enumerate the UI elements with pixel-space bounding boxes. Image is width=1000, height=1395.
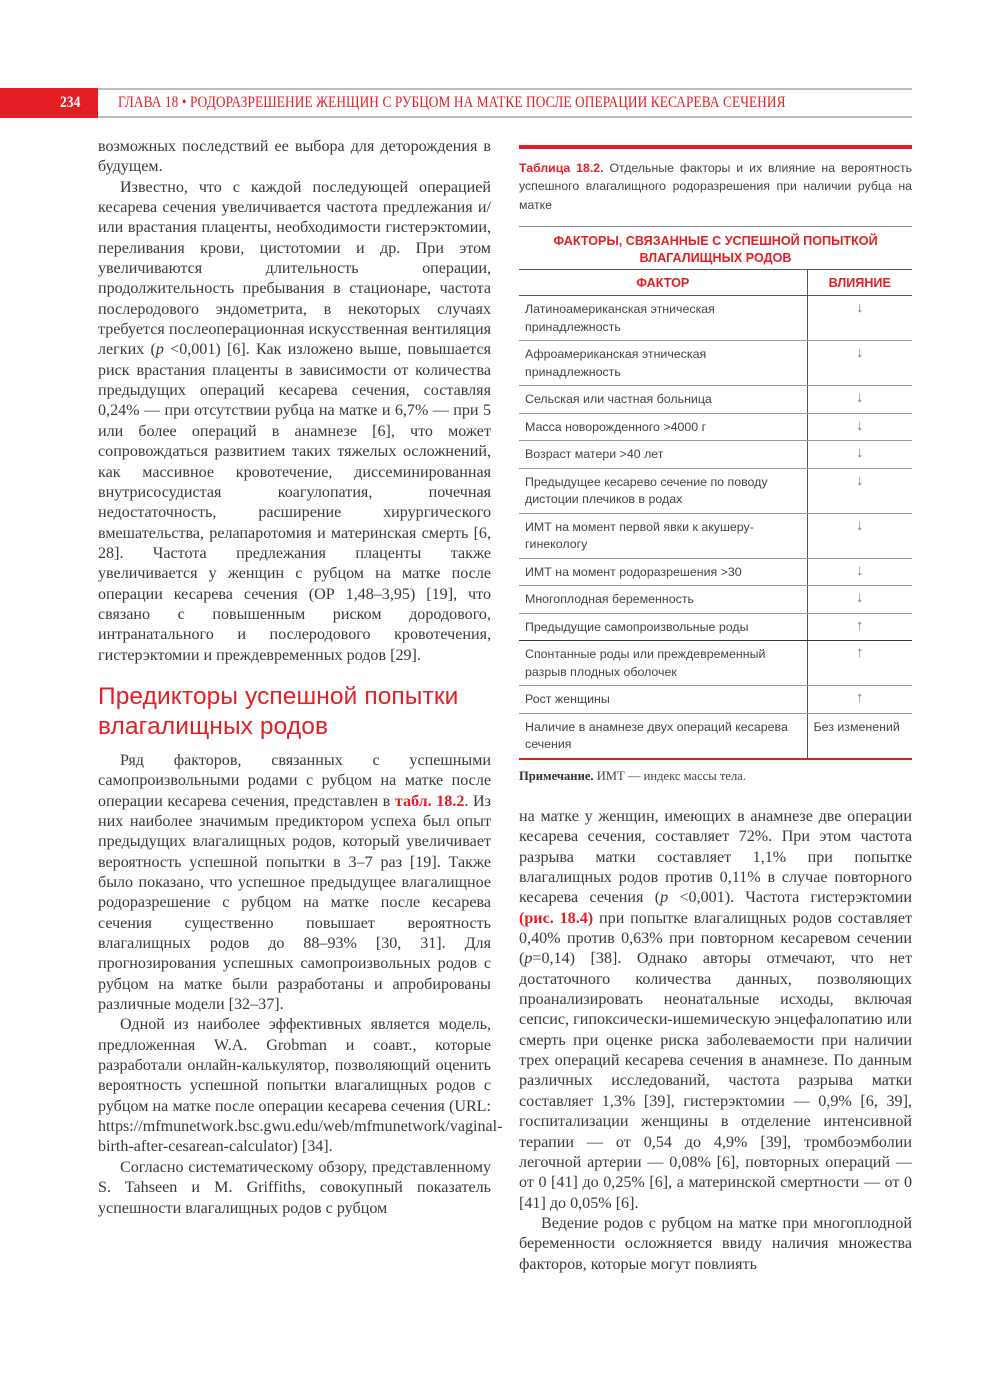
arrow-up-icon: ↑	[807, 613, 912, 641]
left-column	[98, 137, 503, 1219]
chapter-title: ГЛАВА 18 • РОДОРАЗРЕШЕНИЕ ЖЕНЩИН С РУБЦОМ НА МАТКЕ ПОСЛЕ ОПЕРАЦИИ КЕСАРЕВА СЕЧЕНИЯ	[118, 94, 786, 111]
table-row: Многоплодная беременность ↓	[519, 586, 912, 614]
arrow-up-icon: ↑	[807, 641, 912, 686]
table-super-header: ФАКТОРЫ, СВЯЗАННЫЕ С УСПЕШНОЙ ПОПЫТКОЙ ВЛАГАЛИЩНЫХ РОДОВ	[519, 227, 912, 270]
table-row: Наличие в анамнезе двух операций кесарева сечения Без изменений	[519, 713, 912, 759]
table-row: Спонтанные роды или преждевременный разрыв плодных оболочек ↑	[519, 641, 912, 686]
running-header	[0, 88, 912, 118]
right-column	[519, 807, 912, 1275]
arrow-down-icon: ↓	[807, 341, 912, 386]
table-row: ИМТ на момент первой явки к акушеру-гинекологу ↓	[519, 513, 912, 558]
paragraph: Одной из наиболее эффективных является модель, предложенная W.A. Grobman и соавт., которые разработали онлайн-калькулятор, позволяющий оценить вероятность успешной попытки влагалищных родов с рубцом на матке после операции кесарева сечения (URL: https://mfmunetwork.bsc.gwu.edu/web/mfmunetwork/vaginal-birth-after-cesarean-calculator) [34].	[98, 1016, 503, 1156]
paragraph: Известно, что с каждой последующей операцией кесарева сечения увеличивается частота предлежания и/или врастания плаценты, необходимости гистерэктомии, переливания крови, цистотомии и др. При этом увеличиваются длительность операции, продолжительность пребывания в стационаре, частота послеродового эндометрита, в некоторых случаях требуется послеоперационная искусственная вентиляция легких (p <0,001) [6]. Как изложено выше, повышается риск врастания плаценты в зависимости от количества предыдущих операций кесарева сечения, составляя 0,24% — при отсутствии рубца на матке и 6,7% — при 5 или более операций в анамнезе [6], что может сопровождаться развитием таких тяжелых осложнений, как массивное кровотечение, диссеминированная внутрисосудистая коагулопатия, почечная недостаточность, расширение хирургического вмешательства, релапаротомия и материнская смерть [6, 28]. Частота предлежания плаценты также увеличивается у женщин с рубцом на матке после операции кесарева сечения (ОР 1,48–3,95) [19], что связано с повышенным риском дородового, интранатального и послеродового кровотечения, гистерэктомии и преждевременных родов [29].	[98, 178, 491, 664]
page-number: 234	[60, 94, 81, 111]
arrow-down-icon: ↓	[807, 558, 912, 586]
column-header-effect: ВЛИЯНИЕ	[807, 270, 912, 296]
table-row: Латиноамериканская этническая принадлежность ↓	[519, 296, 912, 341]
table-row: Предыдущее кесарево сечение по поводу дистоции плечиков в родах ↓	[519, 468, 912, 513]
table-row: Афроамериканская этническая принадлежность ↓	[519, 341, 912, 386]
arrow-down-icon: ↓	[807, 386, 912, 414]
table-row: ИМТ на момент родоразрешения >30 ↓	[519, 558, 912, 586]
arrow-down-icon: ↓	[807, 586, 912, 614]
section-heading: Предикторы успешной попытки влагалищных родов	[98, 682, 459, 740]
arrow-down-icon: ↓	[807, 413, 912, 441]
figure-reference-link[interactable]: (рис. 18.4)	[519, 909, 594, 927]
table-18-2	[519, 145, 912, 784]
arrow-up-icon: ↑	[807, 686, 912, 714]
table-top-rule	[519, 145, 912, 149]
table-wrapper	[519, 226, 912, 760]
paragraph: Согласно систематическому обзору, представленному S. Tahseen и M. Griffiths, совокупный показатель успешности влагалищных родов с рубцом	[98, 1158, 491, 1217]
table-reference-link[interactable]: табл. 18.2	[394, 792, 465, 810]
table-caption: Таблица 18.2. Отдельные факторы и их влияние на вероятность успешного влагалищного родоразрешения при наличии рубца на матке	[519, 161, 912, 212]
paragraph: возможных последствий ее выбора для деторождения в будущем.	[98, 138, 491, 176]
column-header-factor: ФАКТОР	[519, 270, 807, 296]
arrow-down-icon: ↓	[807, 296, 912, 341]
arrow-down-icon: ↓	[807, 513, 912, 558]
table-row: Рост женщины ↑	[519, 686, 912, 714]
arrow-down-icon: ↓	[807, 441, 912, 469]
table-row: Сельская или частная больница ↓	[519, 386, 912, 414]
paragraph: Ведение родов с рубцом на матке при многоплодной беременности осложняется ввиду наличия множества факторов, которые могут повлиять	[519, 1214, 912, 1273]
paragraph: Ряд факторов, связанных с успешными самопроизвольными родами с рубцом на матке после операции кесарева сечения, представлен в табл. 18.2. Из них наиболее значимым предиктором успеха был опыт предыдущих влагалищных родов, который увеличивает вероятность успешной попытки в 3–7 раз [19]. Также было показано, что успешное предыдущее влагалищное родоразрешение с рубцом на матке после кесарева сечения существенно повышает вероятность влагалищных родов до 88–93% [30, 31]. Для прогнозирования успешных самопроизвольных родов с рубцом на матке были разработаны и апробированы различные модели [32–37].	[98, 751, 491, 1014]
table-row: Масса новорожденного >4000 г ↓	[519, 413, 912, 441]
effect-text: Без изменений	[807, 713, 912, 759]
paragraph: на матке у женщин, имеющих в анамнезе две операции кесарева сечения, составляет 72%. При этом частота разрыва матки составляет 1,1% при попытке влагалищных родов против 0,11% в случае повторного кесарева сечения (p <0,001). Частота гистерэктомии (рис. 18.4) при попытке влагалищных родов составляет 0,40% против 0,63% при повторном кесаревом сечении (p=0,14) [38]. Однако авторы отмечают, что нет достаточного количества данных, позволяющих проанализировать неонатальные исходы, включая сепсис, гипоксически-ишемическую энцефалопатию или смерть при оценке риска заболеваемости при наличии трех операций кесарева сечения в анамнезе. По данным различных исследований, частота разрыва матки составляет 1,3% [39], гистерэктомии — 0,9% [6, 39], госпитализации женщины в отделение интенсивной терапии — от 0,54 до 4,9% [39], тромбоэмболии легочной артерии — 0,08% [6], повторных операций — от 0 [41] до 0,25% [6], а материнской смертности — от 0 [41] до 0,05% [6].	[519, 808, 913, 1212]
table-note: Примечание. ИМТ — индекс массы тела.	[519, 768, 746, 783]
table-row: Возраст матери >40 лет ↓	[519, 441, 912, 469]
arrow-down-icon: ↓	[807, 468, 912, 513]
table-row: Предыдущие самопроизвольные роды ↑	[519, 613, 912, 641]
factors-table	[519, 270, 912, 760]
